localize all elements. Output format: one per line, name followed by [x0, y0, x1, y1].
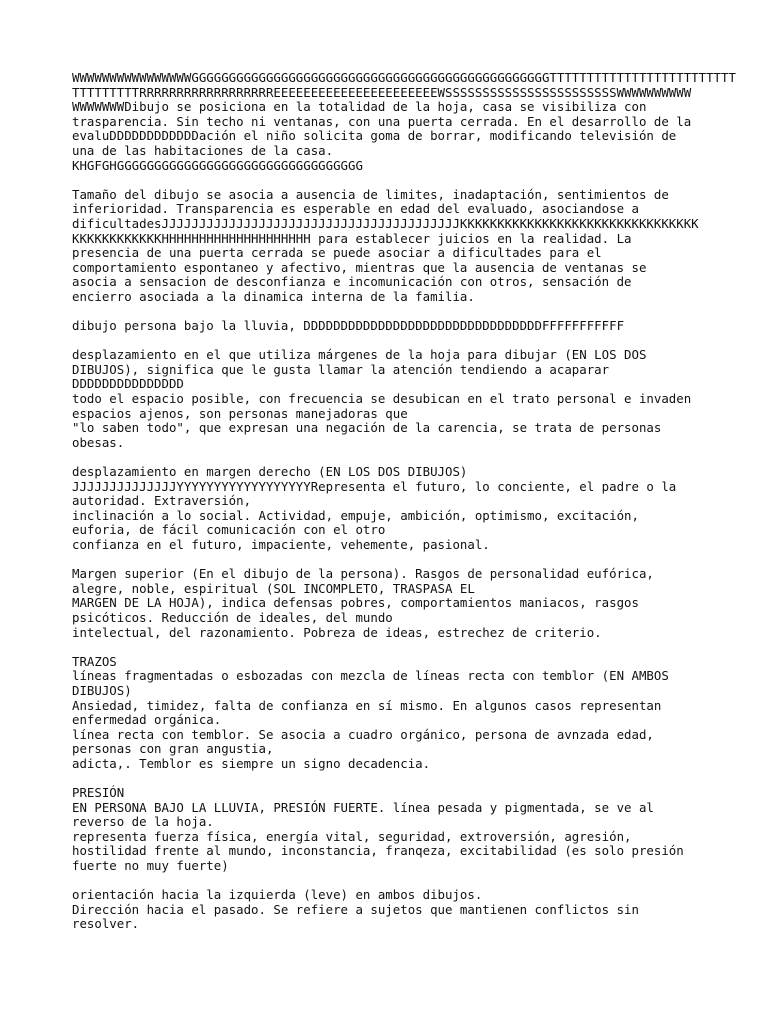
text-line: WWWWWWWDibujo se posiciona en la totalidad de la hoja, casa se visibiliza con [72, 99, 647, 115]
text-line [72, 640, 712, 655]
text-line: presencia de una puerta cerrada se puede asociar a dificultades para el [72, 245, 602, 261]
text-line: TTTTTTTTTRRRRRRRRRRRRRRRRRREEEEEEEEEEEEEEEEEEEEEEWSSSSSSSSSSSSSSSSSSSSSSSWWWWWWWWWW [72, 84, 692, 100]
text-line [72, 305, 712, 320]
text-line: Margen superior (En el dibujo de la persona). Rasgos de personalidad eufórica, [72, 566, 654, 582]
text-line: personas con gran angustia, [72, 741, 274, 757]
text-line [72, 450, 712, 465]
text-line: euforia, de fácil comunicación con el otro [72, 522, 386, 538]
text-line: PRESIÓN [72, 785, 125, 801]
text-line: TRAZOS [72, 653, 117, 669]
text-line: psicóticos. Reducción de ideales, del mundo [72, 609, 393, 625]
text-line: "lo saben todo", que expresan una negación de la carencia, se trata de personas [72, 420, 662, 436]
text-line: intelectual, del razonamiento. Pobreza de ideas, estrechez de criterio. [72, 624, 602, 640]
text-line: una de las habitaciones de la casa. [72, 142, 334, 158]
text-line: enfermedad orgánica. [72, 712, 222, 728]
text-line: representa fuerza física, energía vital, seguridad, extroversión, agresión, [72, 828, 632, 844]
text-line: WWWWWWWWWWWWWWWWGGGGGGGGGGGGGGGGGGGGGGGGGGGGGGGGGGGGGGGGGGGGGGGGTTTTTTTTTTTTTTTTTTTTTTTTT [72, 70, 736, 85]
text-line: alegre, noble, espiritual (SOL INCOMPLETO, TRASPASA EL [72, 580, 475, 596]
text-line: hostilidad frente al mundo, inconstancia, franqeza, excitabilidad (es solo presión [72, 843, 684, 859]
text-line: desplazamiento en margen derecho (EN LOS DOS DIBUJOS) [72, 464, 468, 480]
text-line [72, 772, 712, 787]
text-line: trasparencia. Sin techo ni ventanas, con una puerta cerrada. En el desarrollo de la [72, 113, 692, 129]
text-line: inclinación a lo social. Actividad, empuje, ambición, optimismo, excitación, [72, 507, 639, 523]
text-line: JJJJJJJJJJJJJJYYYYYYYYYYYYYYYYYYRepresenta el futuro, lo conciente, el padre o la [72, 478, 677, 494]
document-body [72, 70, 736, 932]
text-line: asocia a sensacion de desconfianza e incomunicación con otros, sensación de [72, 274, 632, 290]
text-line: espacios ajenos, son personas manejadoras que [72, 405, 408, 421]
text-line: inferioridad. Transparencia es esperable en edad del evaluado, asociandose a [72, 201, 639, 217]
text-line: Dirección hacia el pasado. Se refiere a sujetos que mantienen conflictos sin [72, 901, 639, 917]
text-line: Ansiedad, timidez, falta de confianza en sí mismo. En algunos casos representan [72, 697, 662, 713]
text-line: MARGEN DE LA HOJA), indica defensas pobres, comportamientos maniacos, rasgos [72, 595, 639, 611]
text-line: DIBUJOS) [72, 682, 132, 698]
text-line: autoridad. Extraversión, [72, 493, 252, 509]
text-line: KHGFGHGGGGGGGGGGGGGGGGGGGGGGGGGGGGGGGGG [72, 157, 363, 173]
text-line [72, 553, 712, 568]
text-line: orientación hacia la izquierda (leve) en ambos dibujos. [72, 887, 483, 903]
text-line: todo el espacio posible, con frecuencia se desubican en el trato personal e invaden [72, 391, 692, 407]
text-line: Tamaño del dibujo se asocia a ausencia de limites, inadaptación, sentimientos de [72, 186, 669, 202]
text-line: EN PERSONA BAJO LA LLUVIA, PRESIÓN FUERTE. línea pesada y pigmentada, se ve al [72, 799, 654, 815]
text-line: KKKKKKKKKKKKHHHHHHHHHHHHHHHHHHHH para establecer juicios en la realidad. La [72, 230, 632, 246]
text-line: resolver. [72, 916, 140, 932]
text-line: DIBUJOS), significa que le gusta llamar la atención tendiendo a acaparar [72, 361, 610, 377]
text-line: encierro asociada a la dinamica interna de la familia. [72, 288, 475, 304]
text-line: obesas. [72, 434, 125, 450]
text-line: línea recta con temblor. Se asocia a cuadro orgánico, persona de avnzada edad, [72, 726, 654, 742]
text-line: confianza en el futuro, impaciente, vehemente, pasional. [72, 537, 490, 552]
text-line: evaluDDDDDDDDDDDDación el niño solicita goma de borrar, modificando televisión de [72, 128, 677, 144]
text-line [72, 173, 712, 188]
text-line: dibujo persona bajo la lluvia, DDDDDDDDDDDDDDDDDDDDDDDDDDDDDDDDFFFFFFFFFFF [72, 318, 625, 334]
text-line [72, 874, 712, 889]
text-line: desplazamiento en el que utiliza márgenes de la hoja para dibujar (EN LOS DOS [72, 347, 647, 363]
text-line: comportamiento espontaneo y afectivo, mientras que la ausencia de ventanas se [72, 259, 647, 275]
text-line: líneas fragmentadas o esbozadas con mezcla de líneas recta con temblor (EN AMBOS [72, 668, 669, 684]
text-line [72, 334, 712, 349]
text-line: fuerte no muy fuerte) [72, 858, 229, 874]
text-line: dificultadesJJJJJJJJJJJJJJJJJJJJJJJJJJJJJJJJJJJJJJJJKKKKKKKKKKKKKKKKKKKKKKKKKKKKKKKK [72, 215, 699, 231]
text-line: adicta,. Temblor es siempre un signo decadencia. [72, 755, 431, 771]
text-line: reverso de la hoja. [72, 814, 214, 830]
text-line: DDDDDDDDDDDDDDD [72, 376, 184, 392]
